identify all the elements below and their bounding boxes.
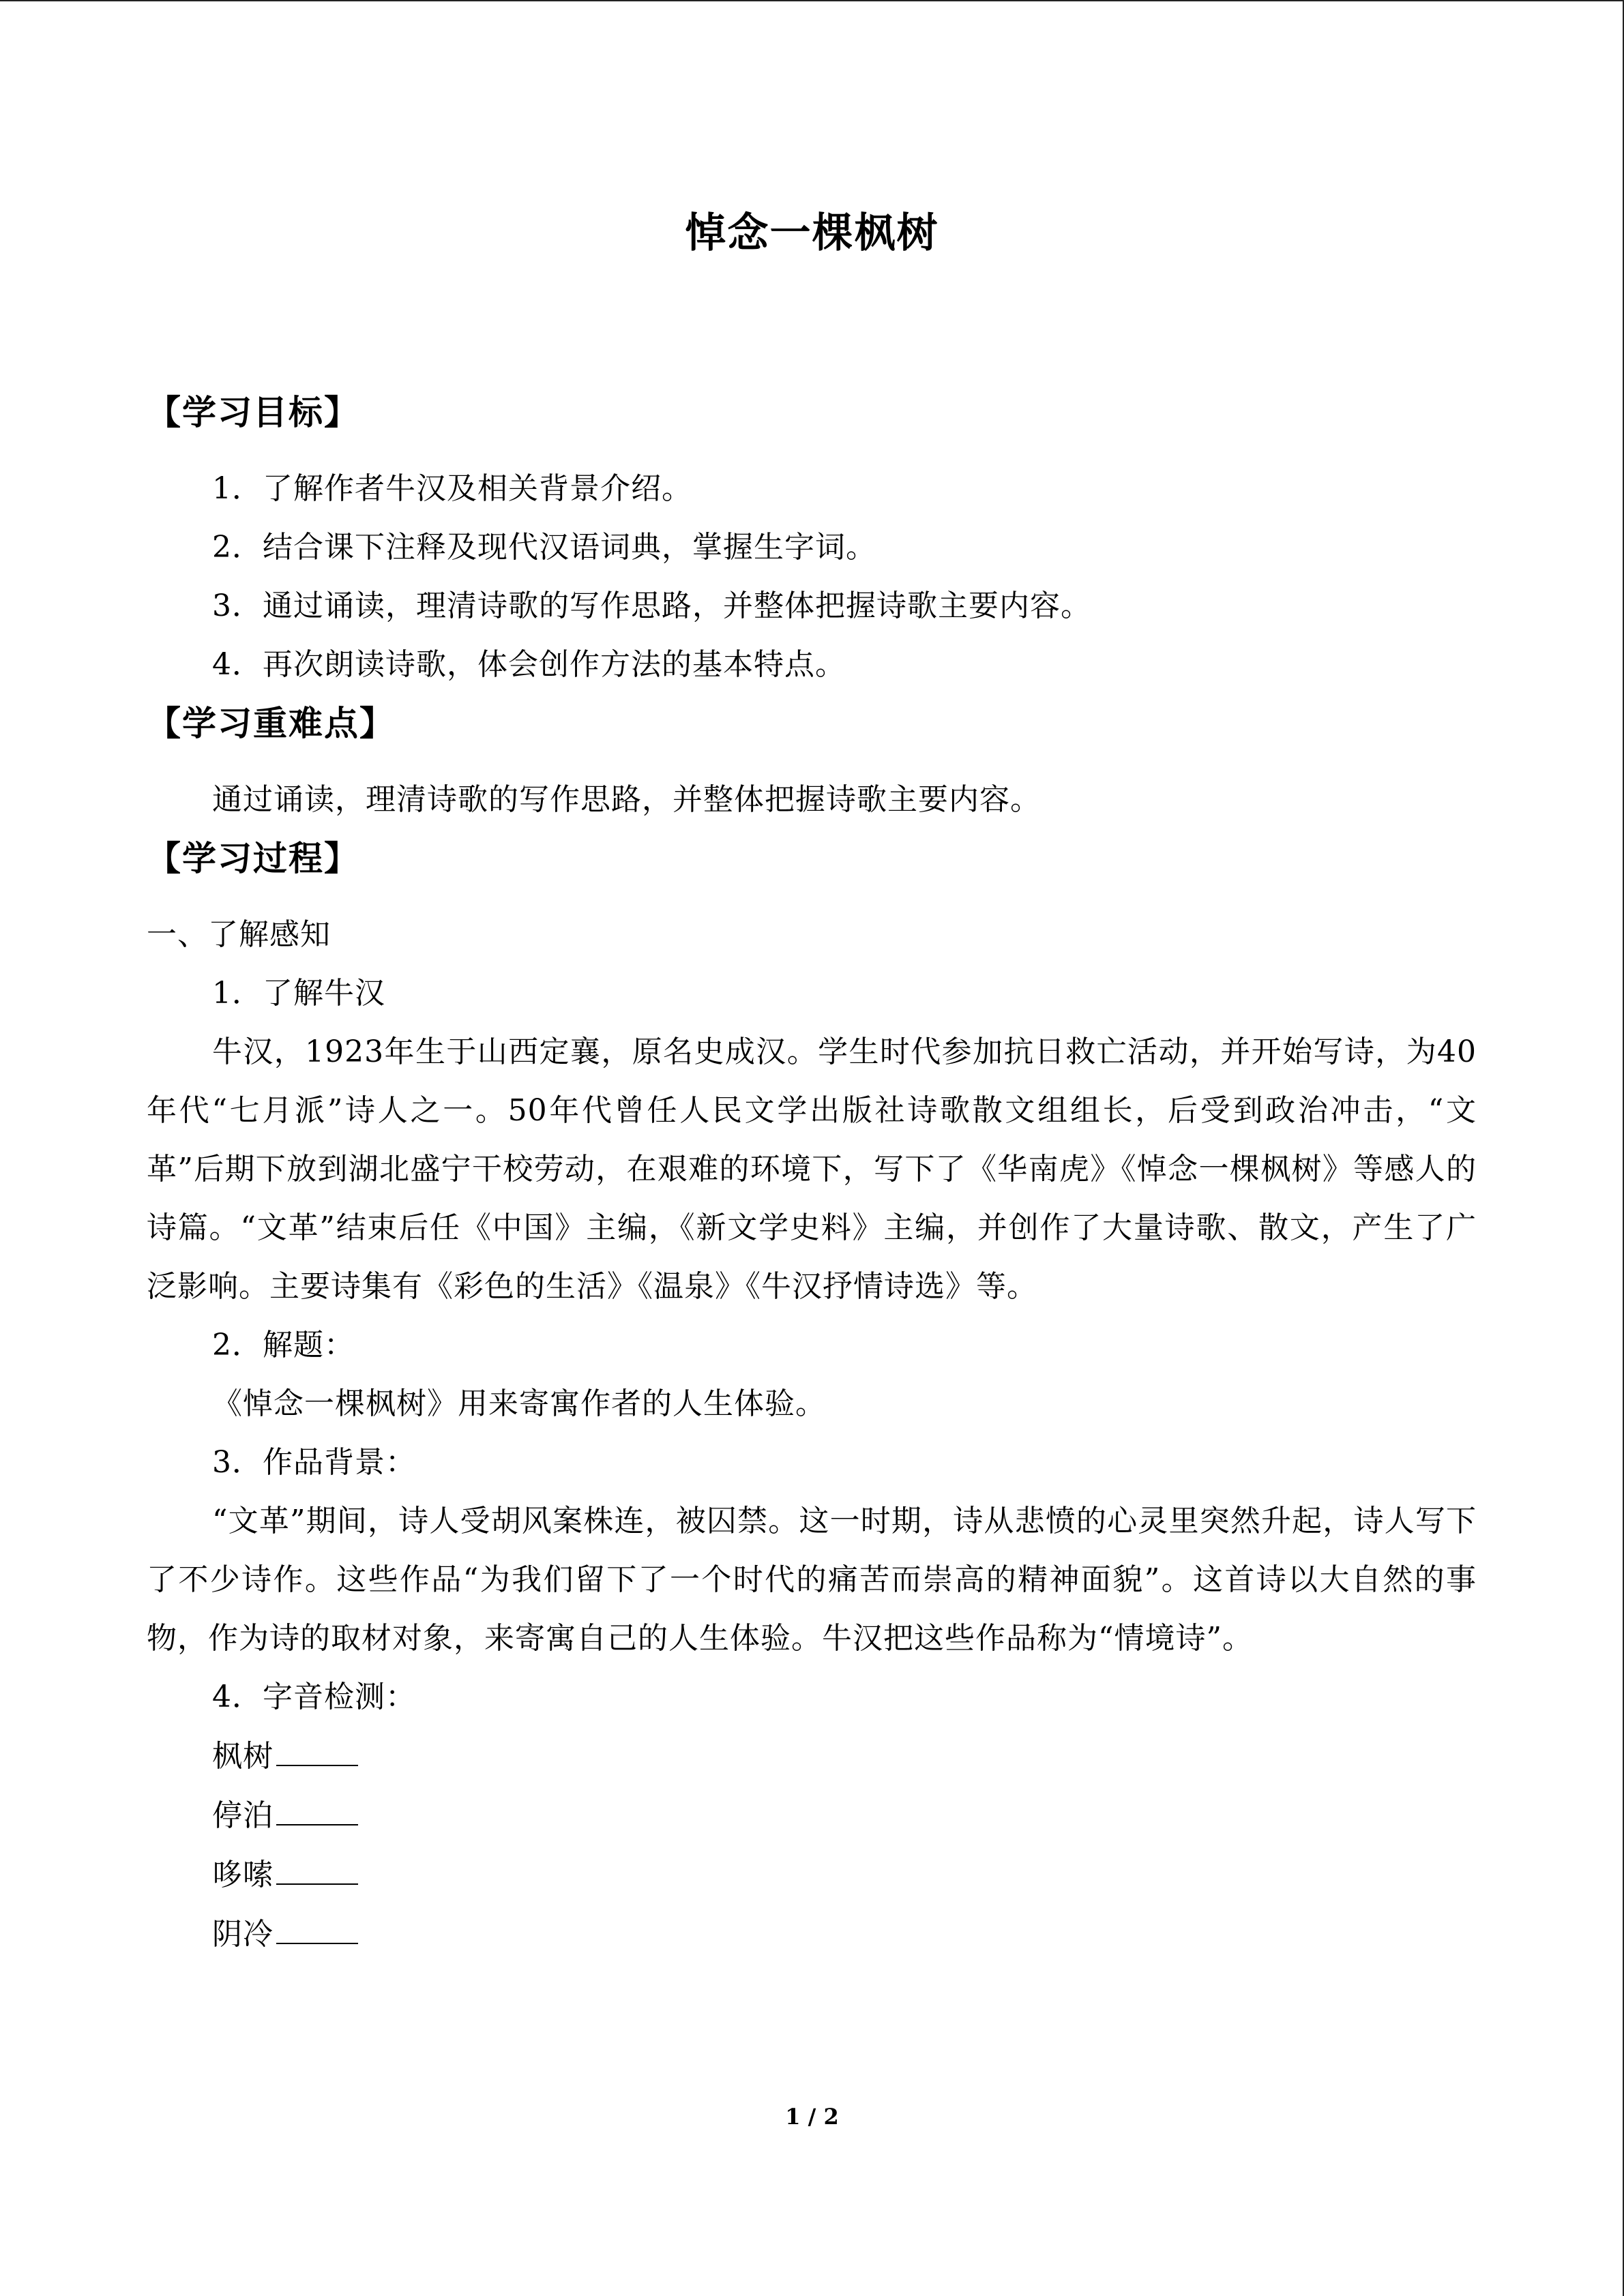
objective-item: 2．结合课下注释及现代汉语词典，掌握生字词。 xyxy=(212,530,876,565)
process-heading: 【学习过程】 xyxy=(147,839,359,878)
page-title: 悼念一棵枫树 xyxy=(685,209,939,257)
item1-title: 1．了解牛汉 xyxy=(212,976,385,1011)
key-points-text: 通过诵读，理清诗歌的写作思路，并整体把握诗歌主要内容。 xyxy=(212,782,1041,817)
pronunciation-word: 阴冷 xyxy=(212,1917,274,1952)
key-points-heading: 【学习重难点】 xyxy=(147,704,395,743)
pronunciation-word: 枫树 xyxy=(212,1739,274,1774)
pronunciation-item xyxy=(147,1786,1477,1845)
pronunciation-item xyxy=(147,1845,1477,1905)
pronunciation-word: 哆嗦 xyxy=(212,1858,274,1892)
item4-title: 4．字音检测： xyxy=(212,1680,416,1714)
objective-item: 4．再次朗读诗歌，体会创作方法的基本特点。 xyxy=(212,647,846,682)
page-number: 1 / 2 xyxy=(785,2104,839,2130)
item2-title: 2．解题： xyxy=(212,1328,355,1362)
item3-title: 3．作品背景： xyxy=(212,1445,416,1480)
answer-blank[interactable] xyxy=(276,1845,358,1885)
objective-item: 3．通过诵读，理清诗歌的写作思路，并整体把握诗歌主要内容。 xyxy=(212,588,1091,623)
answer-blank[interactable] xyxy=(276,1727,358,1766)
background-paragraph: “文革”期间，诗人受胡风案株连，被囚禁。这一时期，诗从悲愤的心灵里突然升起，诗人写下了不少诗作。这些作品“为我们留下了一个时代的痛苦而崇高的精神面貌”。这首诗以大自然的事物，作为诗的取材对象，来寄寓自己的人生体验。牛汉把这些作品称为“情境诗”。 xyxy=(147,1504,1477,1656)
document-body xyxy=(147,383,1477,1964)
part1-title: 一、了解感知 xyxy=(147,917,331,952)
title-explanation: 《悼念一棵枫树》用来寄寓作者的人生体验。 xyxy=(212,1386,826,1421)
pronunciation-word: 停泊 xyxy=(212,1798,274,1833)
pronunciation-item xyxy=(147,1727,1477,1786)
objectives-heading: 【学习目标】 xyxy=(147,393,359,432)
answer-blank[interactable] xyxy=(276,1905,358,1944)
author-intro-paragraph: 牛汉，1923年生于山西定襄，原名史成汉。学生时代参加抗日救亡活动，并开始写诗，为40年代“七月派”诗人之一。50年代曾任人民文学出版社诗歌散文组组长，后受到政治冲击，“文革”后期下放到湖北盛宁干校劳动，在艰难的环境下，写下了《华南虎》《悼念一棵枫树》等感人的诗篇。“文革”结束后任《中国》主编，《新文学史料》主编，并创作了大量诗歌、散文，产生了广泛影响。主要诗集有《彩色的生活》《温泉》《牛汉抒情诗选》等。 xyxy=(147,1034,1477,1304)
objective-item: 1．了解作者牛汉及相关背景介绍。 xyxy=(212,471,692,506)
answer-blank[interactable] xyxy=(276,1786,358,1825)
pronunciation-item xyxy=(147,1905,1477,1964)
